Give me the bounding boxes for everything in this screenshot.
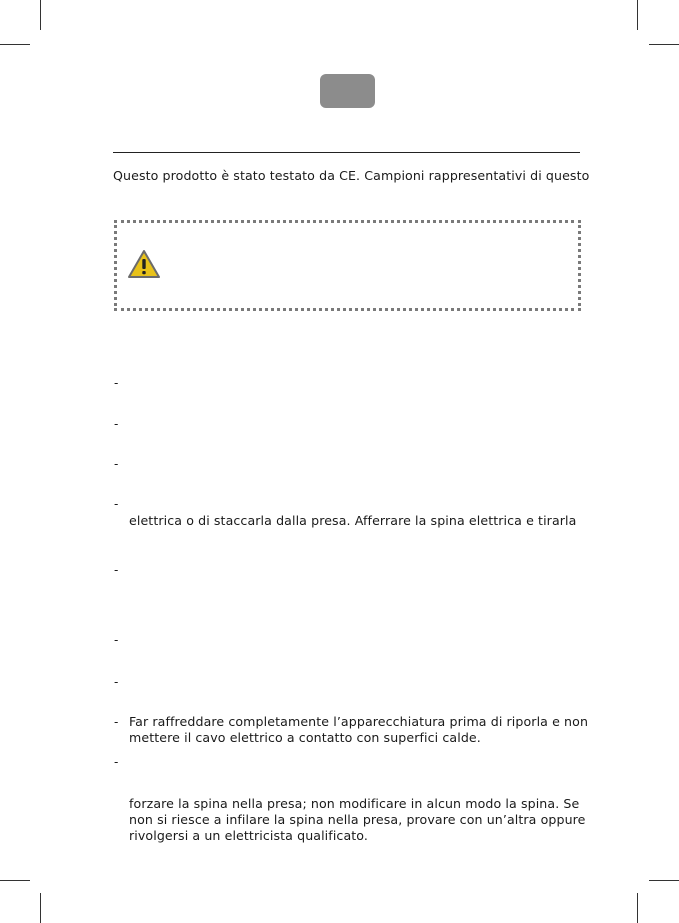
bullet-dash: - (114, 675, 119, 689)
bullet-dash: - (114, 755, 119, 769)
bullet-text-line: Far raffreddare completamente l’apparecchiatura prima di riporla e non (129, 714, 589, 729)
bullet-dash: - (114, 376, 119, 390)
bullet-text-line: rivolgersi a un elettricista qualificato. (129, 828, 368, 843)
crop-mark-tl-h (0, 44, 30, 45)
bullet-dash: - (114, 497, 119, 511)
bullet-text-line: mettere il cavo elettrico a contatto con superfici calde. (129, 730, 481, 745)
crop-mark-tl-v (40, 0, 41, 30)
crop-mark-tr-h (649, 44, 679, 45)
bullet-text-line: non si riesce a infilare la spina nella presa, provare con un’altra oppure (129, 812, 586, 827)
crop-mark-bl-h (0, 880, 30, 881)
page-tab-marker (320, 74, 375, 108)
warning-triangle-icon (127, 249, 161, 279)
warning-box (114, 220, 581, 311)
bullet-dash: - (114, 563, 119, 577)
crop-mark-bl-v (40, 893, 41, 923)
bullet-dash: - (114, 633, 119, 647)
bullet-dash: - (114, 417, 119, 431)
bullet-text-line: forzare la spina nella presa; non modificare in alcun modo la spina. Se (129, 796, 580, 811)
bullet-dash: - (114, 457, 119, 471)
bullet-dash: - (114, 715, 119, 729)
crop-mark-br-h (649, 880, 679, 881)
crop-mark-tr-v (637, 0, 638, 30)
crop-mark-br-v (637, 893, 638, 923)
bullet-text-line: elettrica o di staccarla dalla presa. Afferrare la spina elettrica e tirarla (129, 513, 577, 528)
header-rule (113, 152, 580, 153)
intro-text: Questo prodotto è stato testato da CE. Campioni rappresentativi di questo (113, 168, 590, 183)
